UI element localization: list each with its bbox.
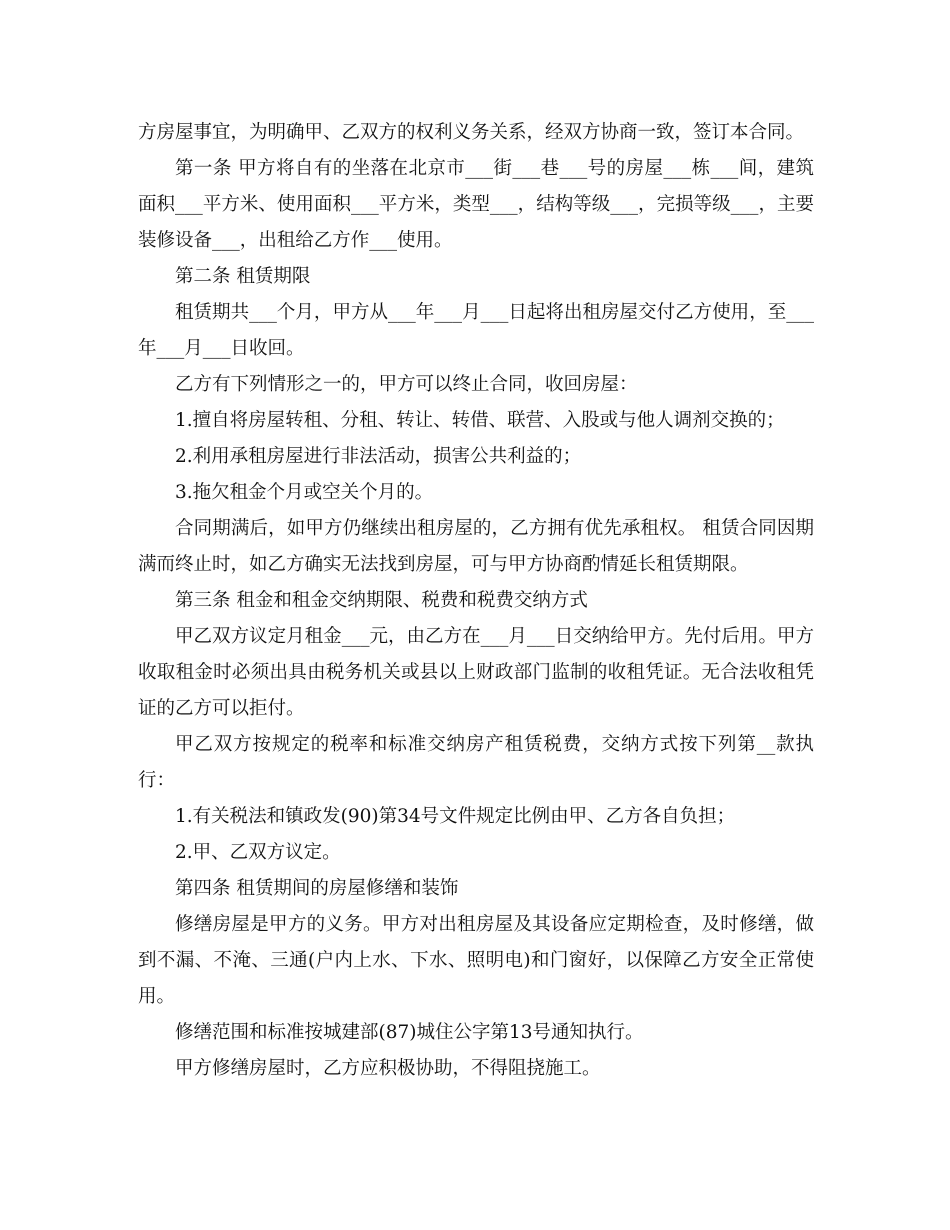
list-item-termination-3: 3.拖欠租金个月或空关个月的。 (175, 482, 434, 503)
paragraph-continuation: 方房屋事宜，为明确甲、乙双方的权利义务关系，经双方协商一致，签订本合同。 (138, 122, 805, 143)
document-body (138, 115, 814, 1087)
heading-article-3: 第三条 租金和租金交纳期限、税费和税费交纳方式 (175, 590, 588, 611)
paragraph-renewal: 合同期满后，如甲方仍继续出租房屋的，乙方拥有优先承租权。 租赁合同因期满而终止时，如乙方确实无法找到房屋，可与甲方协商酌情延长租赁期限。 (138, 518, 814, 575)
list-item-tax-1: 1.有关税法和镇政发(90)第34号文件规定比例由甲、乙方各自负担； (175, 806, 736, 827)
list-item-termination-1: 1.擅自将房屋转租、分租、转让、转借、联营、入股或与他人调剂交换的； (175, 410, 785, 431)
paragraph-termination-intro: 乙方有下列情形之一的，甲方可以终止合同，收回房屋： (175, 374, 638, 395)
paragraph-tax: 甲乙双方按规定的税率和标准交纳房产租赁税费，交纳方式按下列第__款执行： (138, 734, 814, 791)
paragraph-article-1: 第一条 甲方将自有的坐落在北京市___街___巷___号的房屋___栋___间，建筑面积___平方米、使用面积___平方米，类型___，结构等级___，完损等级___，主要装修设备___，出租给乙方作___使用。 (138, 158, 814, 251)
paragraph-repair-scope: 修缮范围和标准按城建部(87)城住公字第13号通知执行。 (175, 1022, 644, 1043)
paragraph-rent: 甲乙双方议定月租金___元，由乙方在___月___日交纳给甲方。先付后用。甲方收取租金时必须出具由税务机关或县以上财政部门监制的收租凭证。无合法收租凭证的乙方可以拒付。 (138, 626, 814, 719)
list-item-termination-2: 2.利用承租房屋进行非法活动，损害公共利益的； (175, 446, 582, 467)
paragraph-lease-term: 租赁期共___个月，甲方从___年___月___日起将出租房屋交付乙方使用，至___年___月___日收回。 (138, 302, 814, 359)
list-item-tax-2: 2.甲、乙双方议定。 (175, 842, 341, 863)
paragraph-repair-duty: 修缮房屋是甲方的义务。甲方对出租房屋及其设备应定期检查，及时修缮，做到不漏、不淹、三通(户内上水、下水、照明电)和门窗好，以保障乙方安全正常使用。 (138, 914, 814, 1007)
paragraph-repair-cooperation: 甲方修缮房屋时，乙方应积极协助，不得阻挠施工。 (175, 1058, 601, 1079)
heading-article-4: 第四条 租赁期间的房屋修缮和装饰 (175, 878, 459, 899)
heading-article-2: 第二条 租赁期限 (175, 266, 311, 287)
